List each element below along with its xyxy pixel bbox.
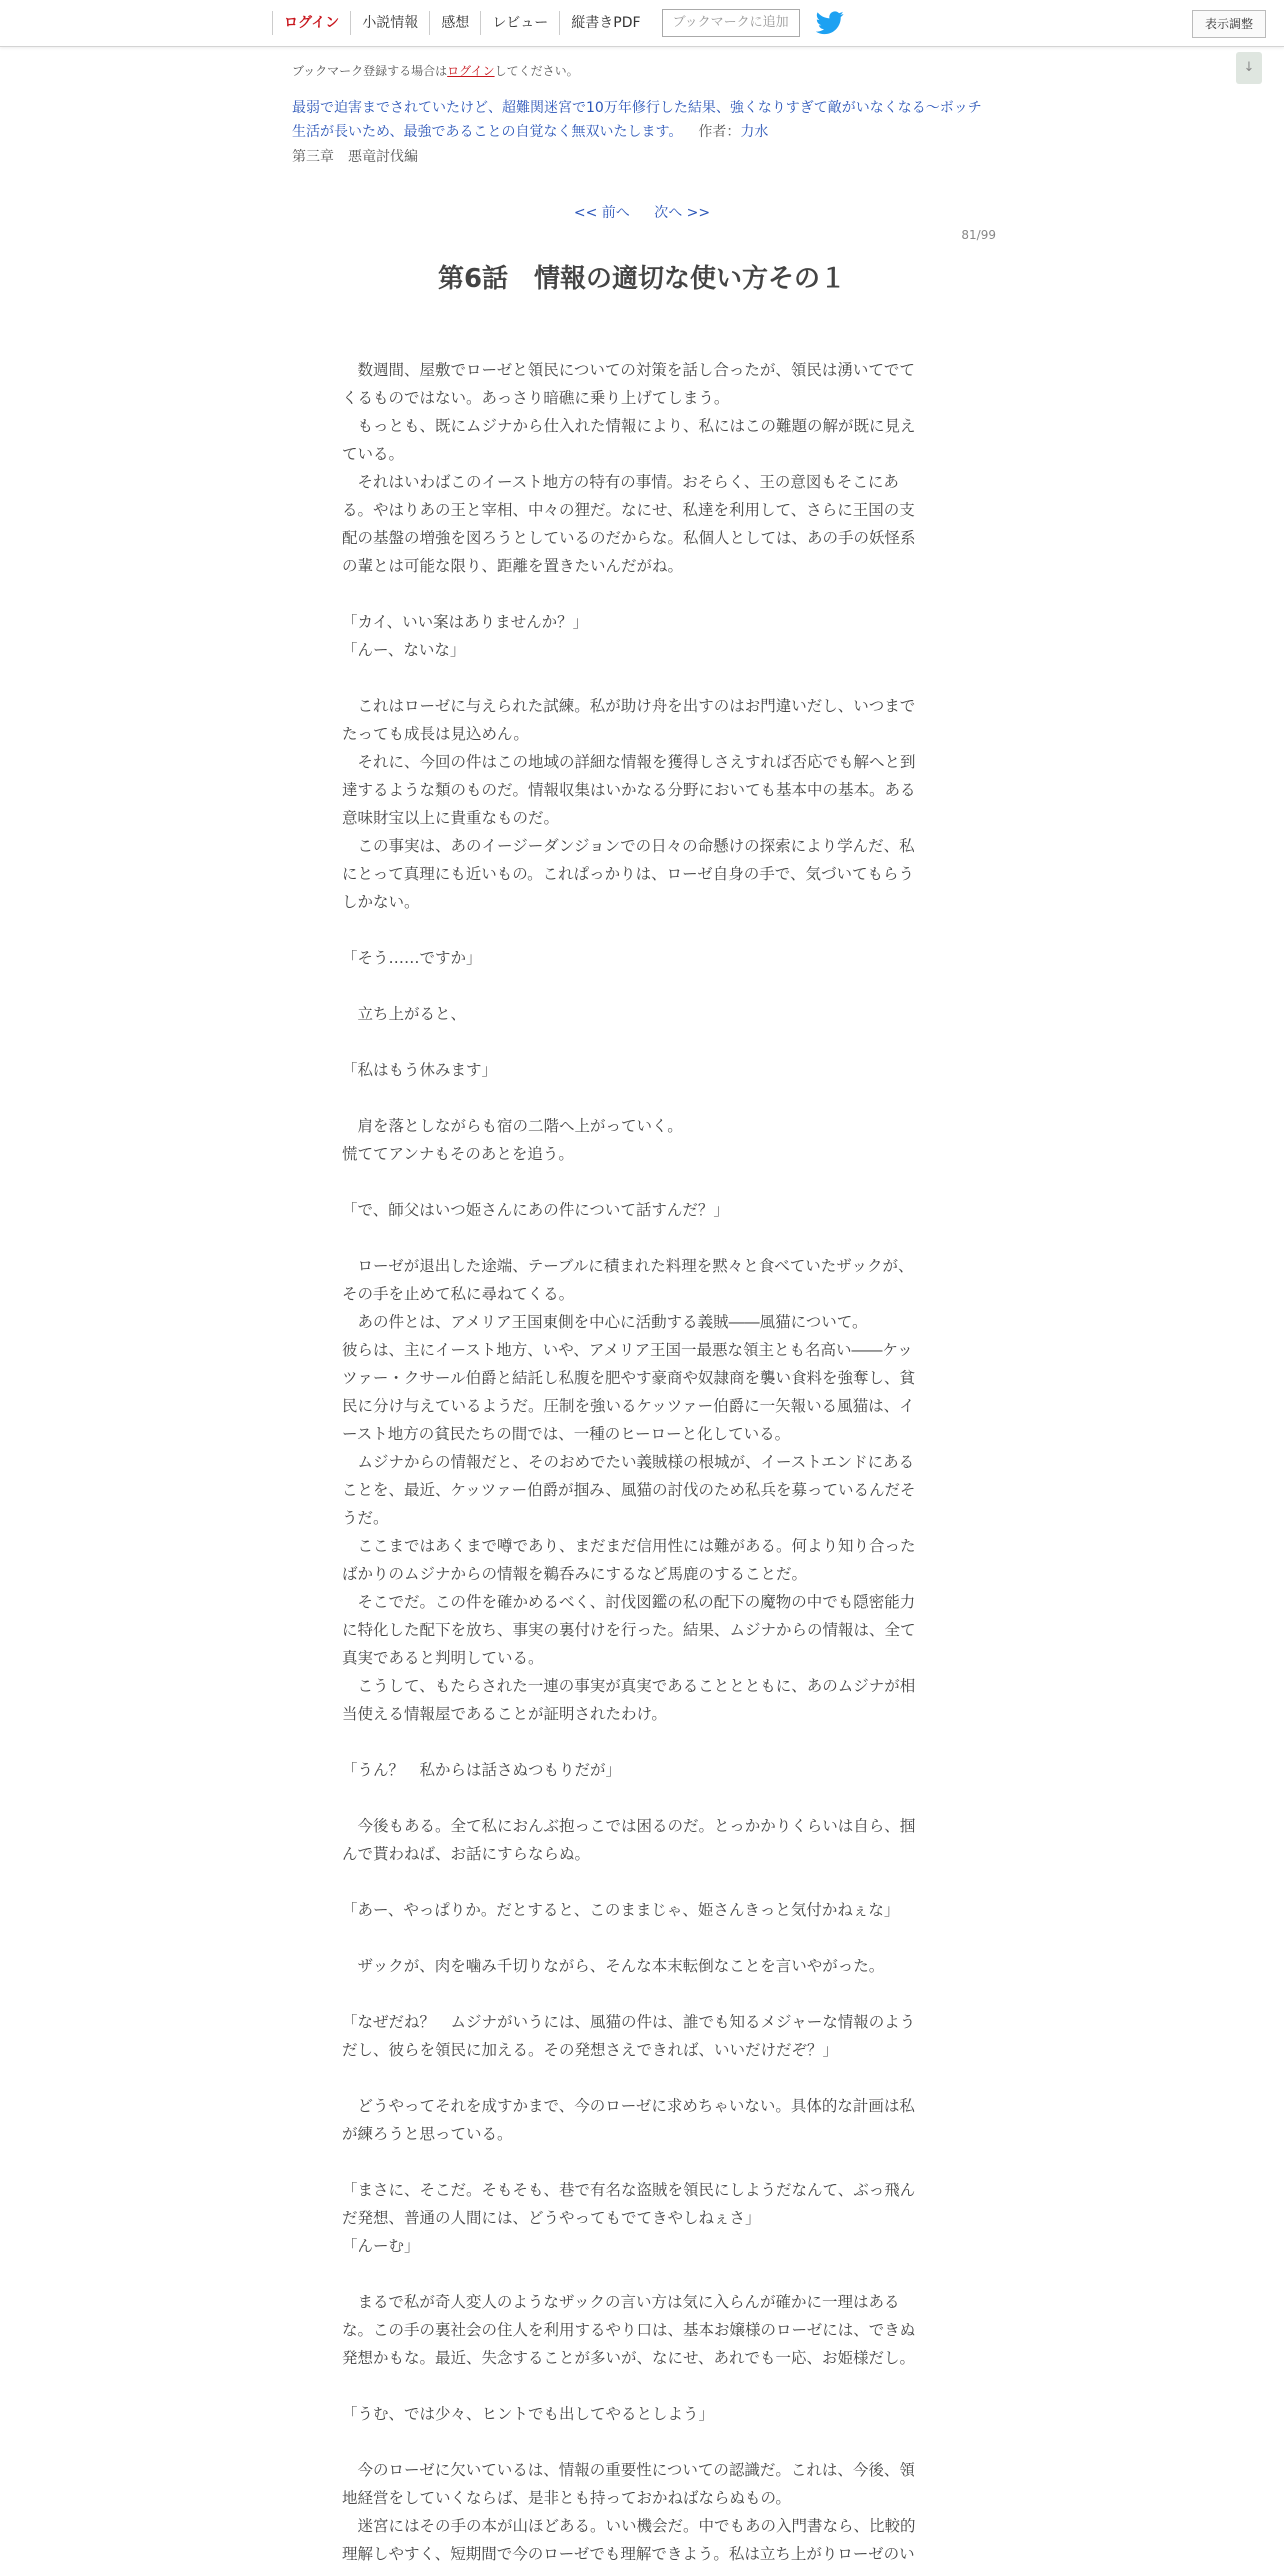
body-line — [342, 2148, 942, 2176]
episode-pager — [0, 202, 1284, 222]
body-line: 彼らは、主にイースト地方、いや、アメリア王国一最悪な領主とも名高い――ケッ — [342, 1341, 913, 1359]
display-settings-button[interactable]: 表示調整 — [1192, 10, 1266, 38]
body-line: 「うむ、では少々、ヒントでも出してやるとしよう」 — [342, 2405, 715, 2423]
body-line: 「私はもう休みます」 — [342, 1061, 498, 1079]
author-label: 作者： — [698, 124, 741, 140]
body-line: ムジナからの情報だと、そのおめでたい義賊様の根城が、イーストエンドにある — [342, 1453, 915, 1471]
body-line — [342, 2428, 942, 2456]
body-line: に特化した配下を放ち、事実の裏付けを行った。結果、ムジナからの情報は、全て — [342, 1621, 916, 1639]
body-line: あの件とは、アメリア王国東側を中心に活動する義賊――風猫について。 — [342, 1313, 868, 1331]
body-line — [342, 1224, 942, 1252]
body-line: 「そう……ですか」 — [342, 949, 482, 967]
vertical-pdf-link[interactable]: 縦書きPDF — [559, 11, 651, 35]
novel-info-link[interactable]: 小説情報 — [350, 11, 429, 35]
body-line: ことを、最近、ケッツァー伯爵が掴み、風猫の討伐のため私兵を募っているんだそ — [342, 1481, 916, 1499]
body-line — [342, 1728, 942, 1756]
body-line — [342, 664, 942, 692]
body-line: 真実であると判明している。 — [342, 1649, 544, 1667]
body-line: だ発想、普通の人間には、どうやってもでてきやしねぇさ」 — [342, 2209, 761, 2227]
novel-body — [342, 356, 942, 2568]
body-line — [342, 1924, 942, 1952]
body-line: 今のローゼに欠いているは、情報の重要性についての認識だ。これは、今後、領 — [342, 2461, 915, 2479]
body-line — [342, 2260, 942, 2288]
login-notice-before: ブックマーク登録する場合は — [292, 64, 448, 78]
body-line: こうして、もたらされた一連の事実が真実であることとともに、あのムジナが相 — [342, 1677, 916, 1695]
review-link[interactable]: レビュー — [480, 11, 559, 35]
body-line — [342, 1028, 942, 1056]
body-line: 民に分け与えているようだ。圧制を強いるケッツァー伯爵に一矢報いる風猫は、イ — [342, 1397, 915, 1415]
novel-title-line2[interactable]: 生活が長いため、最強であることの自覚なく無双いたします。 — [292, 124, 683, 140]
body-line: 肩を落としながらも宿の二階へ上がっていく。 — [342, 1117, 683, 1135]
body-line: 地経営をしていくならば、是非とも持っておかねばならぬもの。 — [342, 2489, 791, 2507]
novel-title[interactable] — [292, 96, 992, 144]
body-line: 当使える情報屋であることが証明されたわけ。 — [342, 1705, 667, 1723]
episode-title: 第6話 情報の適切な使い方その１ — [437, 264, 847, 294]
body-line — [342, 1168, 942, 1196]
top-navigation-bar — [0, 0, 1284, 47]
twitter-icon[interactable] — [816, 11, 844, 35]
body-line — [342, 2064, 942, 2092]
body-line: 「カイ、いい案はありませんか？」 — [342, 613, 589, 631]
body-line: 迷宮にはその手の本が山ほどある。いい機会だ。中でもあの入門書なら、比較的 — [342, 2517, 916, 2535]
body-line: もっとも、既にムジナから仕入れた情報により、私にはこの難題の解が既に見え — [342, 417, 916, 435]
body-line: そこでだ。この件を確かめるべく、討伐図鑑の私の配下の魔物の中でも隠密能力 — [342, 1593, 916, 1611]
body-line: 「なぜだね？ ムジナがいうには、風猫の件は、誰でも知るメジャーな情報のよう — [342, 2013, 916, 2031]
body-line: だし、彼らを領民に加える。その発想さえできれば、いいだけだぞ？」 — [342, 2041, 839, 2059]
body-line: んで貰わねば、お話にすらならぬ。 — [342, 1845, 591, 1863]
body-line: 慌ててアンナもそのあとを追う。 — [342, 1145, 574, 1163]
body-line: 「あー、やっぱりか。だとすると、このままじゃ、姫さんきっと気付かねぇな」 — [342, 1901, 900, 1919]
login-notice-after: してください。 — [494, 64, 579, 78]
add-bookmark-button[interactable]: ブックマークに追加 — [662, 9, 800, 37]
body-line — [342, 1868, 942, 1896]
body-line: の輩とは可能な限り、距離を置きたいんだがね。 — [342, 557, 684, 575]
chapter-title: 第三章 悪竜討伐編 — [292, 149, 418, 165]
body-line: どうやってそれを成すかまで、今のローゼに求めちゃいない。具体的な計画は私 — [342, 2097, 915, 2115]
scroll-down-button[interactable]: ↓ — [1236, 52, 1262, 84]
body-line: にとって真理にも近いもの。これぱっかりは、ローゼ自身の手で、気づいてもらう — [342, 865, 914, 883]
body-line: この事実は、あのイージーダンジョンでの日々の命懸けの探索により学んだ、私 — [342, 837, 915, 855]
body-line: しかない。 — [342, 893, 420, 911]
body-line: 「まさに、そこだ。そもそも、巷で有名な盗賊を領民にしようだなんて、ぶっ飛ん — [342, 2181, 916, 2199]
impressions-link[interactable]: 感想 — [429, 11, 480, 35]
author-link[interactable]: 力水 — [740, 124, 769, 140]
login-notice — [292, 62, 579, 79]
body-line: まるで私が奇人変人のようなザックの言い方は気に入らんが確かに一理はある — [342, 2293, 900, 2311]
login-notice-link[interactable]: ログイン — [447, 64, 495, 78]
episode-count: 81/99 — [961, 228, 996, 242]
novel-title-line1[interactable]: 最弱で迫害までされていたけど、超難関迷宮で10万年修行した結果、強くなりすぎて敵がいなくなる～ボッチ — [292, 100, 982, 116]
body-line: たっても成長は見込めん。 — [342, 725, 529, 743]
body-line: 発想かもな。最近、失念することが多いが、なにせ、あれでも一応、お姫様だし。 — [342, 2349, 916, 2367]
body-line: ここまではあくまで噂であり、まだまだ信用性には難がある。何より知り合った — [342, 1537, 916, 1555]
body-line: ザックが、肉を噛み千切りながら、そんな本末転倒なことを言いやがった。 — [342, 1957, 885, 1975]
body-line: る。やはりあの王と宰相、中々の狸だ。なにせ、私達を利用して、さらに王国の支 — [342, 501, 915, 519]
body-line: 「んー、ないな」 — [342, 641, 466, 659]
body-line: 数週間、屋敷でローゼと領民についての対策を話し合ったが、領民は湧いてでて — [342, 361, 915, 379]
body-line: 達するような類のものだ。情報収集はいかなる分野においても基本中の基本。ある — [342, 781, 916, 799]
body-line: うだ。 — [342, 1509, 389, 1527]
next-episode-link[interactable]: 次へ >> — [654, 205, 711, 221]
body-line — [342, 1980, 942, 2008]
body-line: 配の基盤の増強を図ろうとしているのだからな。私個人としては、あの手の妖怪系 — [342, 529, 916, 547]
body-line — [342, 2372, 942, 2400]
prev-episode-link[interactable]: << 前へ — [573, 205, 630, 221]
body-line — [342, 580, 942, 608]
body-line: 「んーむ」 — [342, 2237, 420, 2255]
body-line: それに、今回の件はこの地域の詳細な情報を獲得しさえすれば否応でも解へと到 — [342, 753, 916, 771]
body-line: くるものではない。あっさり暗礁に乗り上げてしまう。 — [342, 389, 730, 407]
body-line: が練ろうと思っている。 — [342, 2125, 513, 2143]
body-line: 立ち上がると、 — [342, 1005, 467, 1023]
body-line: 意味財宝以上に貴重なものだ。 — [342, 809, 560, 827]
body-line: ースト地方の貧民たちの間では、一種のヒーローと化している。 — [342, 1425, 791, 1443]
login-link[interactable]: ログイン — [272, 11, 350, 35]
body-line: ている。 — [342, 445, 405, 463]
body-line: ローゼが退出した途端、テーブルに積まれた料理を黙々と食べていたザックが、 — [342, 1257, 914, 1275]
body-line: その手を止めて私に尋ねてくる。 — [342, 1285, 575, 1303]
body-line — [342, 1784, 942, 1812]
body-line: これはローゼに与えられた試練。私が助け舟を出すのはお門違いだし、いつまで — [342, 697, 916, 715]
body-line: 理解しやすく、短期間で今のローゼでも理解できよう。私は立ち上がりローゼのい — [342, 2545, 915, 2563]
body-line: な。この手の裏社会の住人を利用するやり口は、基本お嬢様のローゼには、できぬ — [342, 2321, 916, 2339]
body-line: ツァー・クサール伯爵と結託し私腹を肥やす豪商や奴隷商を襲い食料を強奪し、貧 — [342, 1369, 916, 1387]
body-line: それはいわばこのイースト地方の特有の事情。おそらく、王の意図もそこにあ — [342, 473, 899, 491]
body-line: ばかりのムジナからの情報を鵜呑みにするなど馬鹿のすることだ。 — [342, 1565, 808, 1583]
body-line: 「で、師父はいつ姫さんにあの件について話すんだ？」 — [342, 1201, 729, 1219]
body-line: 「うん？ 私からは話さぬつもりだが」 — [342, 1761, 622, 1779]
body-line — [342, 1084, 942, 1112]
nav-menu — [272, 8, 844, 38]
body-line — [342, 916, 942, 944]
body-line: 今後もある。全て私におんぶ抱っこでは困るのだ。とっかかりくらいは自ら、掴 — [342, 1817, 916, 1835]
body-line — [342, 972, 942, 1000]
